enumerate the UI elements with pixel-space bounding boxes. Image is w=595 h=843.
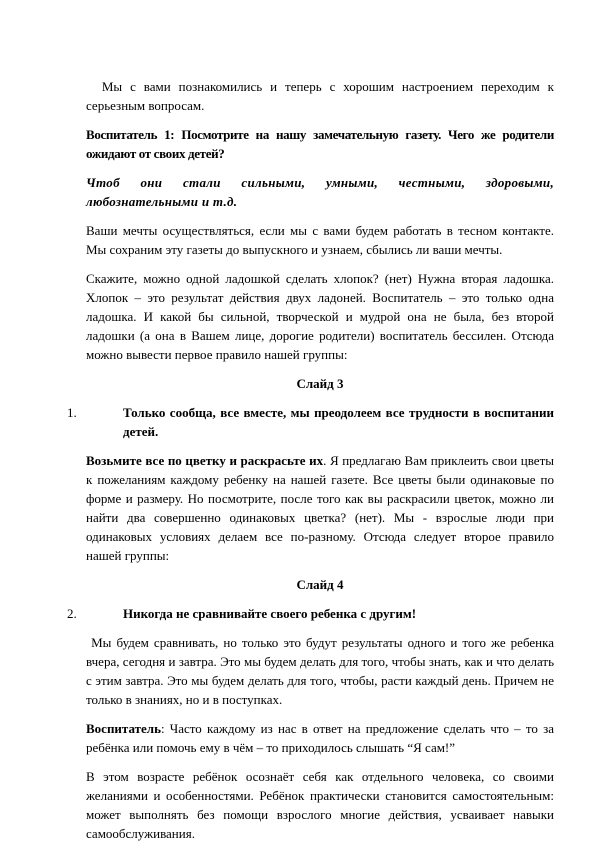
text-column [67,77,558,843]
flowers-lead: Возьмите все по цветку и раскрасьте их [86,453,324,468]
educator-1-paragraph: Воспитатель 1: Посмотрите на нашу замечательную газету. Чего же родители ожидают от своих детей? [86,127,554,161]
rule-2-number: 2. [67,606,77,621]
parents-wishes-paragraph: Чтоб они стали сильными, умными, честными, здоровыми, любознательными и т.д. [86,175,554,209]
clap-paragraph: Скажите, можно одной ладошкой сделать хлопок? (нет) Нужна вторая ладошка. Хлопок – это результат действия двух ладоней. Воспитатель – это только одна ладошка. И какой бы сильной, творческой и мудрой она не была, без второй ладошки (а она в Вашем лице, дорогие родители) воспитатель бессилен. Отсюда можно вывести первое правило нашей группы: [86,271,554,362]
educator-lead: Воспитатель [86,721,161,736]
rule-1-number: 1. [67,405,77,420]
educator-text: : Часто каждому из нас в ответ на предложение сделать что – то за ребёнка или помочь ему в чём – то приходилось слышать “Я сам!” [86,721,554,755]
intro-paragraph: Мы с вами познакомились и теперь с хорошим настроением переходим к серьезным вопросам. [86,79,558,113]
slide-3-heading: Слайд 3 [296,376,344,391]
rule-2-text: Никогда не сравнивайте своего ребенка с другим! [123,606,417,621]
flowers-text: . Я предлагаю Вам приклеить свои цветы к пожеланиям каждому ребенку на нашей газете. Все цветы были одинаковые по форме и размеру. Но посмотрите, после того как вы раскрасили цветок, можно ли найти два совершенно одинаковых цветка? (нет). Мы - взрослые люди при одинаковых условиях делаем все по-разному. Отсюда следует второе правило нашей группы: [86,453,554,563]
flowers-paragraph [86,451,554,565]
age-paragraph: В этом возрасте ребёнок осознаёт себя как отдельного человека, со своими желаниями и особенностями. Ребёнок практически становится самостоятельным: может выполнять без помощи взрослого многие действия, усваивает навыки самообслуживания. [86,769,554,841]
slide-4-heading: Слайд 4 [296,577,344,592]
compare-paragraph: Мы будем сравнивать, но только это будут результаты одного и того же ребенка вчера, сегодня и завтра. Это мы будем делать для того, чтобы знать, как и что делать с этим завтра. Это мы будем делать для того, чтобы, расти каждый день. Причем не только в знаниях, но и в поступках. [86,635,558,707]
educator-paragraph [86,719,554,757]
rule-1-text: Только сообща, все вместе, мы преодолеем все трудности в воспитании детей. [123,405,554,439]
dreams-paragraph: Ваши мечты осуществляться, если мы с вами будем работать в тесном контакте. Мы сохраним эту газеты до выпускного и узнаем, сбылись ли ваши мечты. [86,223,554,257]
rule-2 [67,604,554,623]
rule-1 [67,403,554,441]
